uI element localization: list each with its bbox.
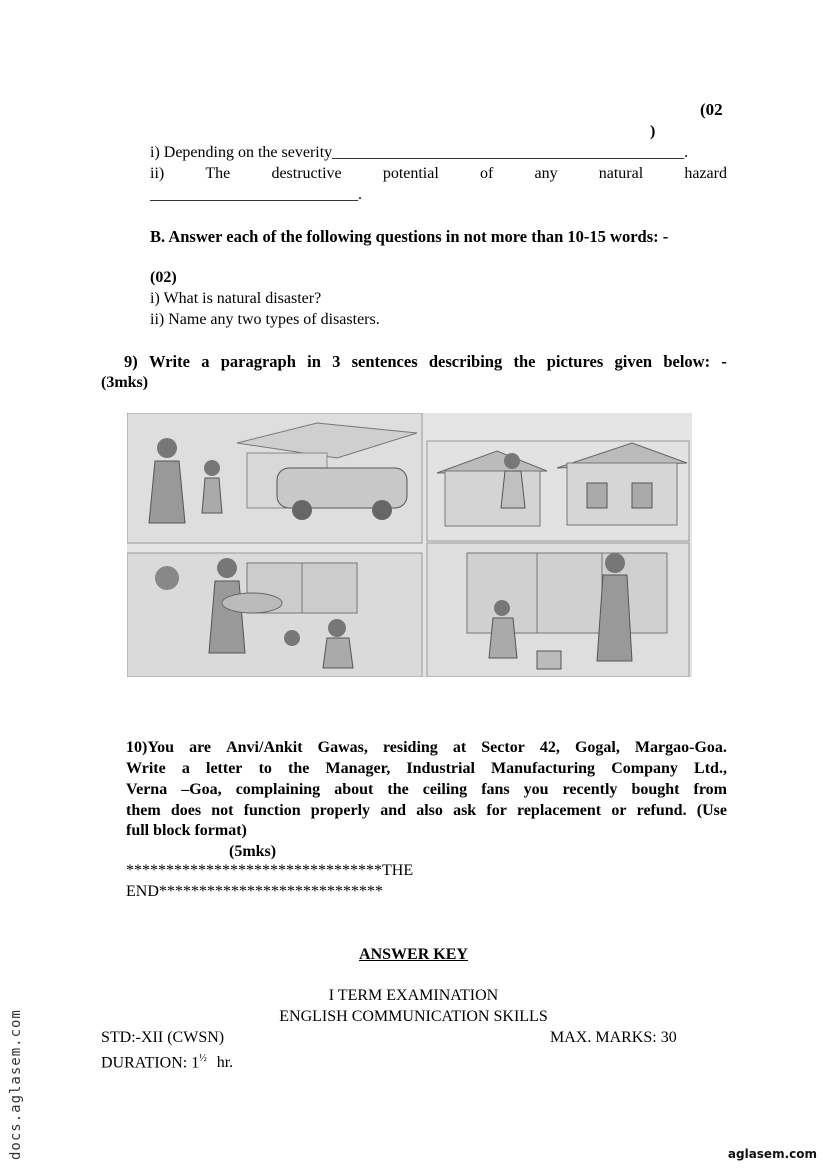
word: about [334,781,374,798]
word: Anvi/Ankit [226,739,303,756]
question-b-i: i) What is natural disaster? [150,290,322,307]
word: replacement [517,802,602,819]
duration-label [101,1049,233,1073]
word: or [611,802,627,819]
duration-fraction: ½ [199,1053,207,1064]
the-end-line-1: ********************************THE [126,862,414,879]
word: you [523,781,549,798]
the-end-line-2: END**************************** [126,883,383,900]
word: for [486,802,507,819]
question-9-marks: (3mks) [101,374,149,391]
subject-title: ENGLISH COMMUNICATION SKILLS [279,1008,548,1025]
marks-label-top: (02 [700,100,723,119]
word: paragraph [220,352,296,371]
word: ceiling [422,781,468,798]
word: bought [631,781,680,798]
word: Write [149,352,190,371]
word: the [513,352,536,371]
word: a [201,352,210,371]
word: The [205,165,231,182]
word: are [189,739,212,756]
word: not [211,802,234,819]
marks-label-close: ) [650,123,656,140]
duration-unit: hr. [216,1054,234,1072]
word: Write [126,760,166,777]
exam-title: I TERM EXAMINATION [328,987,499,1004]
word: potential [382,165,439,182]
word: Manufacturing [491,760,596,777]
word: a [181,760,190,777]
word: 3 [332,352,341,371]
word: also [416,802,443,819]
word: recently [562,781,618,798]
word: of [479,165,494,182]
word: –Goa, [181,781,222,798]
word: Sector [481,739,525,756]
brand-link[interactable]: aglasem.com [727,1147,817,1161]
word: 9) [124,352,138,371]
word: residing [382,739,438,756]
word: Manager, [325,760,391,777]
word: them [126,802,161,819]
word: fans [481,781,510,798]
word: sentences [351,352,418,371]
word: to [258,760,272,777]
fill-blank-i [150,143,688,163]
max-marks-label: MAX. MARKS: 30 [550,1029,677,1046]
word: below: [663,352,711,371]
word: given [614,352,653,371]
word: complaining [235,781,321,798]
fill-blank-ii [150,164,727,184]
word: Industrial [406,760,475,777]
word: refund. [636,802,687,819]
word: destructive [271,165,342,182]
word: Gawas, [317,739,368,756]
question-10-marks: (5mks) [229,843,277,860]
word: and [380,802,407,819]
word: Verna [126,781,168,798]
fill-blank-i-line: ____________________________________________. [332,144,689,161]
question-10-line-1 [126,738,727,758]
word: does [170,802,202,819]
word: hazard [684,165,727,182]
word: Ltd., [694,760,727,777]
word: from [693,781,727,798]
question-10-line-4 [126,801,727,821]
question-10-line-3 [126,780,727,800]
word: (Use [696,802,727,819]
word: describing [428,352,503,371]
watermark-text: docs.aglasem.com [8,1009,24,1160]
word: at [452,739,467,756]
std-label: STD:-XII (CWSN) [101,1029,225,1046]
question-9 [124,352,727,372]
answer-key-heading: ANSWER KEY [359,946,468,963]
word: any [534,165,558,182]
duration-text: DURATION: 1 [101,1054,200,1072]
word: ask [453,802,477,819]
picture-panel [127,413,692,677]
word: function [243,802,301,819]
word: Gogal, [574,739,620,756]
section-b-marks: (02) [150,269,177,286]
word: ii) [150,165,165,182]
word: - [721,352,727,371]
question-b-ii: ii) Name any two types of disasters. [150,311,380,328]
word: pictures [546,352,604,371]
word: 42, [539,739,560,756]
word: in [307,352,321,371]
question-10-line-2 [126,759,727,779]
word: Margao-Goa. [634,739,727,756]
word: letter [206,760,243,777]
word: the [387,781,409,798]
section-b-heading: B. Answer each of the following questions in not more than 10-15 words: - [150,227,669,246]
word: Company [611,760,678,777]
question-10-line-5: full block format) [126,822,247,839]
word: properly [310,802,371,819]
word: the [288,760,310,777]
picture-illustration [127,413,692,677]
word: 10)You [126,739,175,756]
fill-blank-i-text: i) Depending on the severity [150,144,333,161]
fill-blank-ii-line: __________________________. [150,186,362,203]
word: natural [598,165,644,182]
